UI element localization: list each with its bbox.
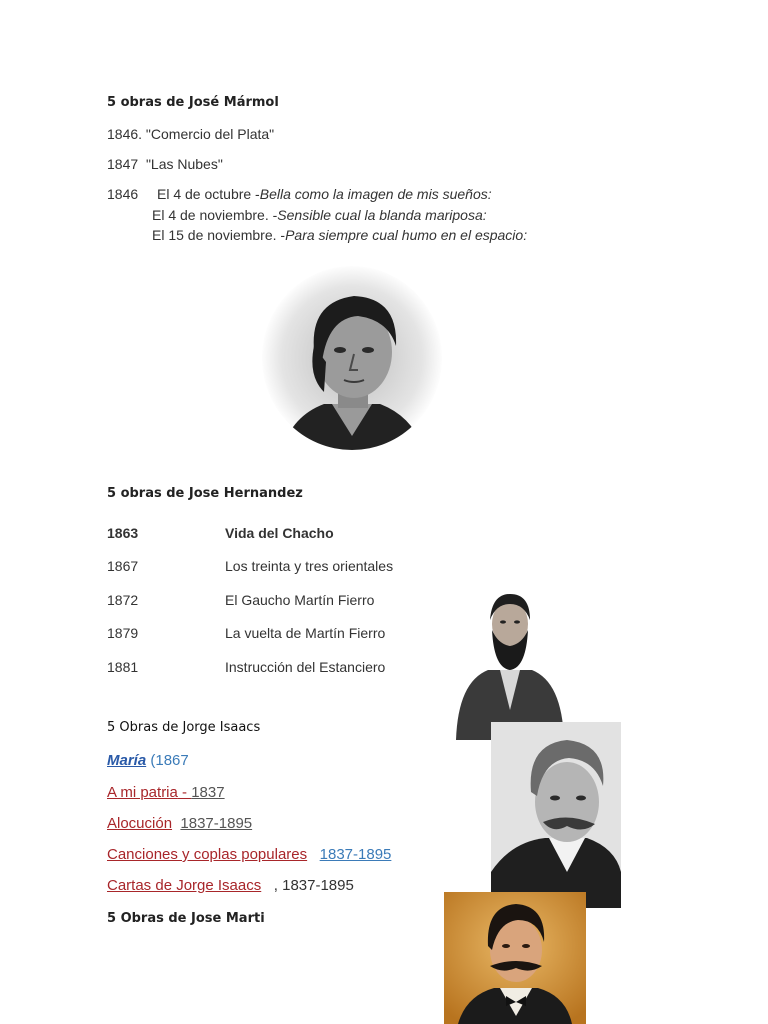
isaacs-work-1: [107, 752, 189, 769]
marti-heading: 5 Obras de Jose Marti: [107, 911, 265, 926]
isaacs-work-5: [107, 877, 354, 894]
hernandez-row-5-year: 1881: [107, 659, 139, 675]
isaacs-work-3: [107, 815, 252, 832]
isaacs-maria-year: (1867: [146, 752, 189, 769]
marmol-poem-3-date: El 15 de noviembre. -: [152, 227, 286, 243]
isaacs-canciones-years-link[interactable]: 1837-1895: [319, 846, 392, 863]
hernandez-row-1-year: 1863: [107, 525, 139, 541]
hernandez-row-1-title: Vida del Chacho: [225, 525, 334, 541]
marmol-poem-2-title: Sensible cual la blanda mariposa:: [277, 207, 487, 223]
marmol-poem-1-date: El 4 de octubre -: [157, 186, 260, 202]
marmol-work-3-year: 1846: [107, 186, 139, 202]
marmol-portrait-drawing: [262, 266, 442, 450]
marmol-work-2-year: 1847: [107, 156, 139, 172]
hernandez-portrait-image: [452, 590, 568, 740]
isaacs-canciones-link[interactable]: Canciones y coplas populares: [107, 846, 308, 863]
isaacs-patria-year: 1837: [191, 784, 225, 801]
hernandez-portrait-drawing: [452, 590, 568, 740]
isaacs-patria-link[interactable]: A mi patria: [107, 784, 178, 801]
marmol-portrait-image: [262, 266, 442, 450]
isaacs-maria-link[interactable]: María: [107, 752, 147, 769]
hernandez-row-4-title: La vuelta de Martín Fierro: [225, 625, 386, 641]
marti-portrait-image: [444, 892, 586, 1024]
isaacs-work-2: [107, 784, 225, 801]
marmol-poem-2-date: El 4 de noviembre. -: [152, 207, 278, 223]
hernandez-row-3-year: 1872: [107, 592, 139, 608]
isaacs-cartas-years: , 1837-1895: [273, 877, 354, 894]
isaacs-patria-dash: -: [177, 784, 192, 801]
hernandez-row-2-year: 1867: [107, 558, 139, 574]
hernandez-row-2-title: Los treinta y tres orientales: [225, 558, 394, 574]
marmol-heading: 5 obras de José Mármol: [107, 95, 279, 110]
isaacs-portrait-image: [491, 722, 621, 908]
hernandez-row-5-title: Instrucción del Estanciero: [225, 659, 386, 675]
isaacs-alocucion-link[interactable]: Alocución: [107, 815, 173, 832]
isaacs-cartas-link[interactable]: Cartas de Jorge Isaacs: [107, 877, 262, 894]
marmol-poem-1: [157, 186, 492, 202]
hernandez-row-3-title: El Gaucho Martín Fierro: [225, 592, 375, 608]
marmol-poem-3: [152, 227, 527, 243]
isaacs-heading: 5 Obras de Jorge Isaacs: [107, 720, 261, 735]
marmol-poem-2: [152, 207, 487, 223]
marmol-work-2-title: "Las Nubes": [145, 156, 223, 172]
isaacs-portrait-drawing: [491, 722, 621, 908]
hernandez-heading: 5 obras de Jose Hernandez: [107, 486, 303, 501]
isaacs-alocucion-years: 1837-1895: [180, 815, 253, 832]
marmol-work-2: [107, 156, 223, 172]
marti-portrait-drawing: [444, 892, 586, 1024]
marmol-poem-3-title: Para siempre cual humo en el espacio:: [285, 227, 528, 243]
marmol-poem-1-title: Bella como la imagen de mis sueños:: [259, 186, 492, 202]
marmol-work-1: 1846. "Comercio del Plata": [107, 126, 275, 142]
hernandez-row-4-year: 1879: [107, 625, 139, 641]
isaacs-work-4: [107, 846, 391, 863]
